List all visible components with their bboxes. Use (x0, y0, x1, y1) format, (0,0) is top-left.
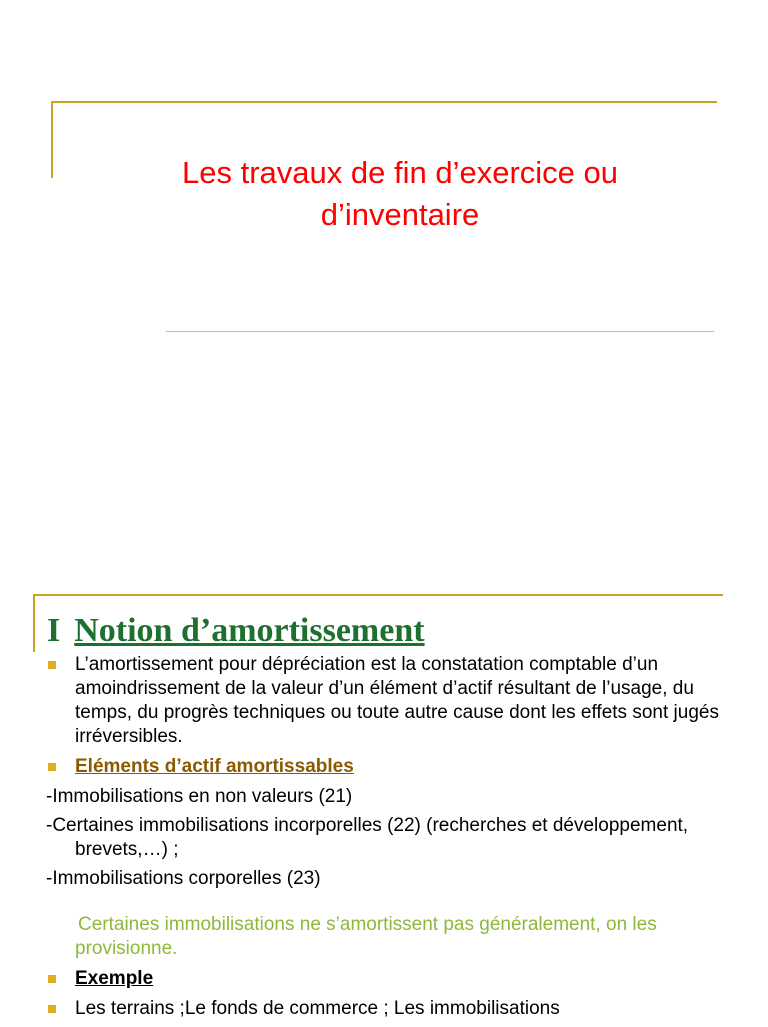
note-text: Certaines immobilisations ne s’amortissent pas généralement, on les provisionne. (75, 914, 657, 959)
bullet-exemple (0, 967, 768, 991)
slide-title-text (100, 152, 700, 236)
slide-amortissement (0, 575, 768, 1024)
slide-body (0, 653, 768, 1027)
bullet-definition (0, 653, 768, 749)
title-underline-rule (166, 331, 714, 332)
bullet-square-icon (48, 661, 56, 669)
section-title: Notion d’amortissement (74, 612, 425, 649)
bullet-square-icon (48, 763, 56, 771)
bullet-terrains (0, 997, 768, 1021)
frame-top-line (51, 101, 717, 103)
bullet-text: L’amortissement pour dépréciation est la constatation comptable d’un amoindrissement de la valeur d’un élément d’actif résultant de l’usage, du temps, du progrès techniques ou toute autre cause dont les effets sont jugés irréversibles. (75, 654, 719, 747)
list-item: -Certaines immobilisations incorporelles (22) (recherches et développement, brevets,…) ; (46, 815, 689, 860)
frame-left-line (51, 101, 53, 178)
title-line-2: d’inventaire (320, 197, 480, 232)
list-item: -Immobilisations corporelles (23) (46, 868, 321, 889)
bullet-elements (0, 755, 768, 779)
elements-link[interactable]: Eléments d’actif amortissables (75, 756, 354, 777)
frame-left-line (33, 594, 35, 652)
bullet-square-icon (48, 1005, 56, 1013)
title-line-1: Les travaux de fin d’exercice ou (182, 155, 618, 190)
section-heading (47, 609, 425, 653)
bullet-square-icon (48, 975, 56, 983)
bullet-text: Les terrains ;Le fonds de commerce ; Les immobilisations (75, 998, 560, 1019)
exemple-label: Exemple (75, 968, 154, 989)
frame-top-line (33, 594, 723, 596)
section-number: I (47, 612, 61, 649)
list-item: -Immobilisations en non valeurs (21) (46, 786, 353, 807)
